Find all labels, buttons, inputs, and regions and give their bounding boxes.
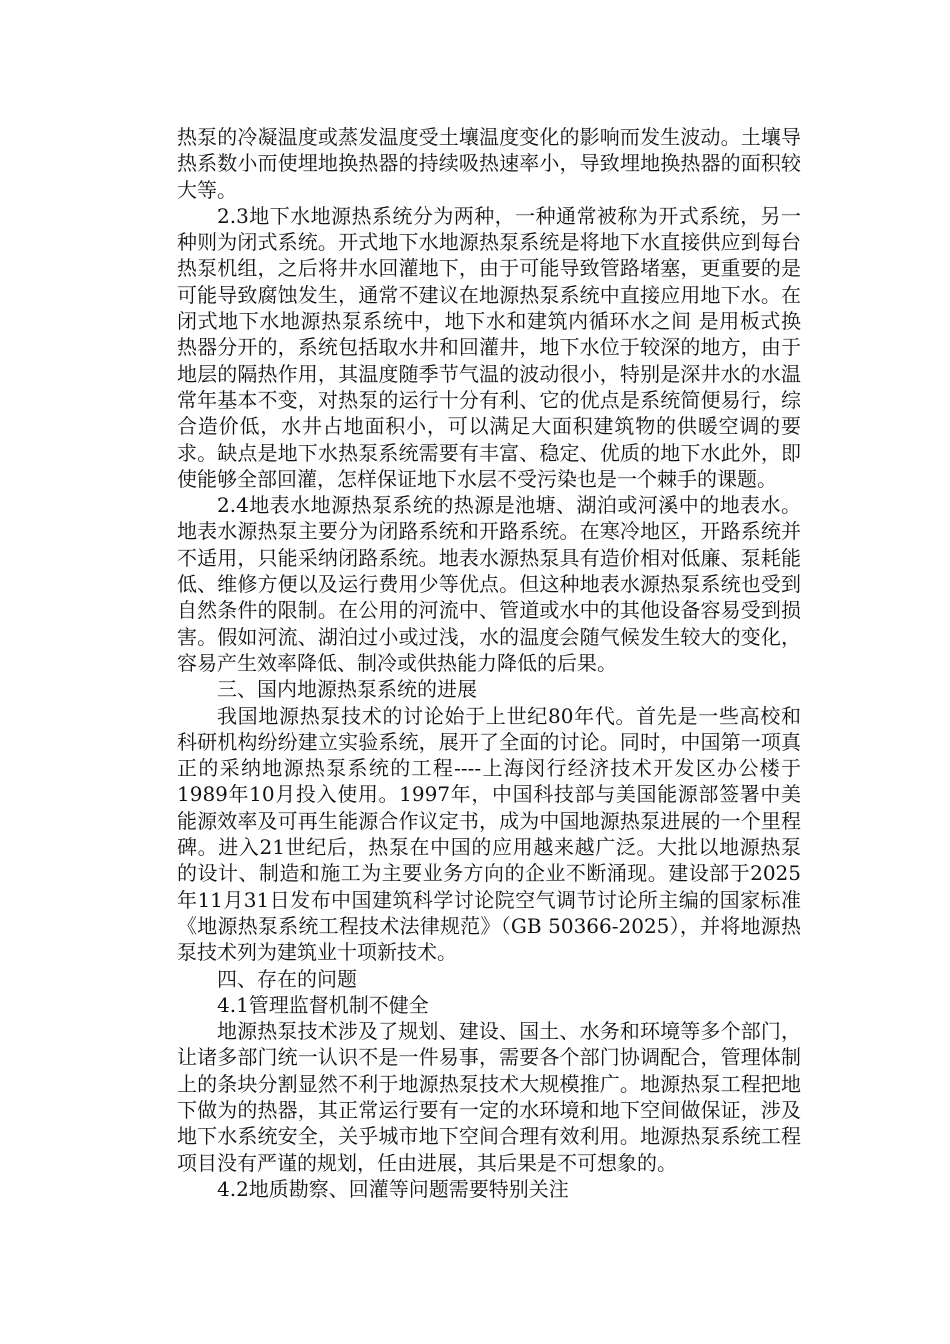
section-heading-domestic-progress: 三、国内地源热泵系统的进展	[217, 677, 477, 702]
subheading-geological-survey: 4.2地质勘察、回灌等问题需要特别关注	[217, 1176, 569, 1201]
paragraph-heat-pump-intro: 热泵的冷凝温度或蒸发温度受土壤温度变化的影响而发生波动。土壤导热系数小而使埋地换热器的持续吸热速率小，导致埋地换热器的面积较大等。	[177, 125, 801, 202]
paragraph-domestic-progress: 我国地源热泵技术的讨论始于上世纪80年代。首先是一些高校和科研机构纷纷建立实验系统，展开了全面的讨论。同时，中国第一项真正的采纳地源热泵系统的工程----上海闵行经济技术开发区办公楼于1989年10月投入使用。1997年，中国科技部与美国能源部签署中美能源效率及可再生能源合作议定书，成为中国地源热泵进展的一个里程碑。进入21世纪后，热泵在中国的应用越来越广泛。大批以地源热泵的设计、制造和施工为主要业务方向的企业不断涌现。建设部于2025年11月31日发布中国建筑科学讨论院空气调节讨论所主编的国家标准《地源热泵系统工程技术法律规范》（GB 50366-2025），并将地源热泵技术列为建筑业十项新技术。	[177, 703, 801, 965]
paragraph-groundwater-system: 2.3地下水地源热系统分为两种，一种通常被称为开式系统，另一种则为闭式系统。开式地下水地源热泵系统是将地下水直接供应到每台热泵机组，之后将井水回灌地下，由于可能导致管路堵塞，更重要的是可能导致腐蚀发生，通常不建议在地源热泵系统中直接应用地下水。在闭式地下水地源热泵系统中，地下水和建筑内循环水之间 是用板式换热器分开的，系统包括取水井和回灌井，地下水位于较深的地方，由于地层的隔热作用，其温度随季节气温的波动很小，特别是深井水的水温常年基本不变，对热泵的运行十分有利、它的优点是系统简便易行，综合造价低，水井占地面积小，可以满足大面积建筑物的供暖空调的要求。缺点是地下水热泵系统需要有丰富、稳定、优质的地下水此外，即使能够全部回灌，怎样保证地下水层不受污染也是一个棘手的课题。	[177, 203, 801, 491]
paragraph-surface-water-system: 2.4地表水地源热泵系统的热源是池塘、湖泊或河溪中的地表水。地表水源热泵主要分为闭路系统和开路系统。在寒冷地区，开路系统并不适用，只能采纳闭路系统。地表水源热泵具有造价相对低廉、泵耗能低、维修方便以及运行费用少等优点。但这种地表水源热泵系统也受到自然条件的限制。在公用的河流中、管道或水中的其他设备容易受到损害。假如河流、湖泊过小或过浅，水的温度会随气候发生较大的变化，容易产生效率降低、制冷或供热能力降低的后果。	[177, 493, 801, 675]
document-body	[177, 124, 801, 1202]
subheading-management: 4.1管理监督机制不健全	[217, 992, 429, 1017]
section-heading-problems: 四、存在的问题	[217, 966, 357, 991]
paragraph-management: 地源热泵技术涉及了规划、建设、国土、水务和环境等多个部门，让诸多部门统一认识不是一件易事，需要各个部门协调配合，管理体制上的条块分割显然不利于地源热泵技术大规模推广。地源热泵工程把地下做为的热器，其正常运行要有一定的水环境和地下空间做保证，涉及地下水系统安全，关乎城市地下空间合理有效利用。地源热泵系统工程项目没有严谨的规划，任由进展，其后果是不可想象的。	[177, 1019, 801, 1175]
